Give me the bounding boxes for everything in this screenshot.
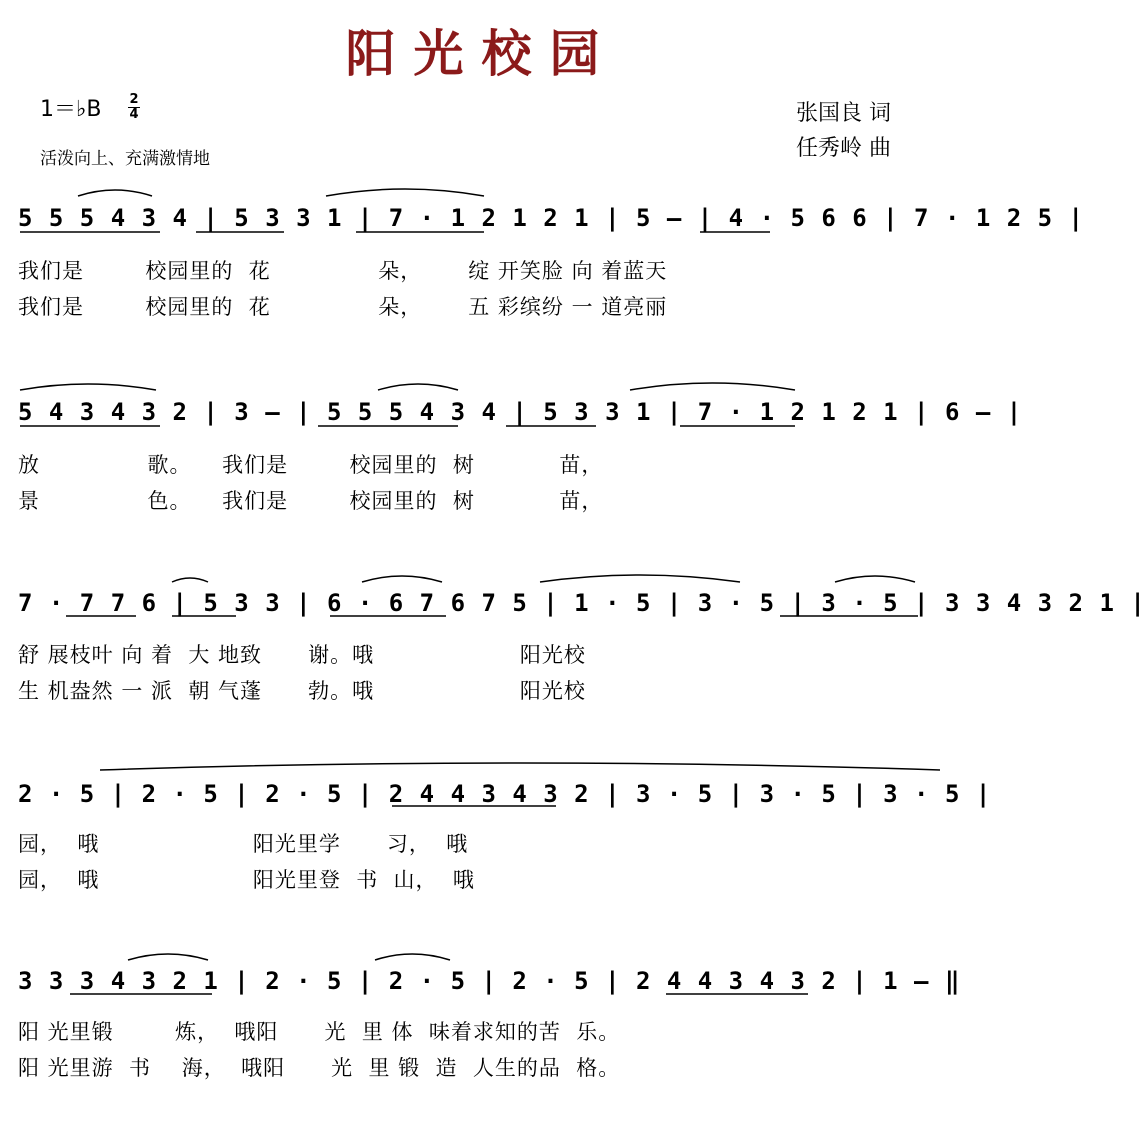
slur-mark <box>362 576 442 582</box>
tempo-marking: 活泼向上、充满激情地 <box>40 149 210 169</box>
notation-row-3: 7 · 7 7 6 | 5 3 3 | 6 · 6 7 6 7 5 | 1 · 5 | 3 · 5 | 3 · 5 | 3 3 4 3 2 1 | <box>18 589 1146 617</box>
lyric-row-3-verse-2: 生 机盎然 一 派 朝 气蓬 勃。哦 阳光校 <box>18 679 586 703</box>
lyric-row-2-verse-1: 放 歌。 我们是 校园里的 树 苗， <box>18 453 604 477</box>
slur-mark <box>835 576 915 582</box>
lyric-row-4-verse-2: 园， 哦 阳光里登 书 山， 哦 <box>18 868 475 892</box>
lyric-row-3-verse-1: 舒 展枝叶 向 着 大 地致 谢。哦 阳光校 <box>18 643 586 667</box>
song-title: 阳光校园 <box>345 24 618 83</box>
slur-mark <box>375 954 450 960</box>
slur-mark <box>78 190 152 196</box>
lyric-row-5-verse-2: 阳 光里游 书 海， 哦阳 光 里 锻 造 人生的品 格。 <box>18 1056 621 1080</box>
lyric-row-1-verse-2: 我们是 校园里的 花 朵， 五 彩缤纷 一 道亮丽 <box>18 295 668 319</box>
slur-mark <box>540 575 740 582</box>
lyric-row-5-verse-1: 阳 光里锻 炼， 哦阳 光 里 体 味着求知的苦 乐。 <box>18 1020 621 1044</box>
slur-mark <box>100 763 940 770</box>
notation-row-5: 3 3 3 4 3 2 1 | 2 · 5 | 2 · 5 | 2 · 5 | 2 4 4 3 4 3 2 | 1 — ‖ <box>18 967 961 995</box>
lyric-row-2-verse-2: 景 色。 我们是 校园里的 树 苗， <box>18 489 604 513</box>
lyric-row-4-verse-1: 园， 哦 阳光里学 习， 哦 <box>18 832 469 856</box>
slur-mark <box>128 954 208 960</box>
slur-mark <box>20 384 156 390</box>
notation-row-1: 5 5 5 4 3 4 | 5 3 3 1 | 7 · 1 2 1 2 1 | 5 — | 4 · 5 6 6 | 7 · 1 2 5 | <box>18 204 1084 232</box>
lyric-row-1-verse-1: 我们是 校园里的 花 朵， 绽 开笑脸 向 着蓝天 <box>18 259 668 283</box>
composer-credit: 任秀岭 曲 <box>796 136 891 161</box>
slur-mark <box>326 189 484 196</box>
key-signature: 1＝♭B <box>40 97 102 122</box>
notation-row-4: 2 · 5 | 2 · 5 | 2 · 5 | 2 4 4 3 4 3 2 | 3 · 5 | 3 · 5 | 3 · 5 | <box>18 780 992 808</box>
notation-row-2: 5 4 3 4 3 2 | 3 — | 5 5 5 4 3 4 | 5 3 3 1 | 7 · 1 2 1 2 1 | 6 — | <box>18 398 1023 426</box>
time-numerator: 2 <box>129 92 139 107</box>
lyricist-credit: 张国良 词 <box>796 101 891 126</box>
slur-mark <box>630 383 795 390</box>
time-denominator: 4 <box>129 107 139 122</box>
slur-mark <box>172 578 208 582</box>
slur-mark <box>378 384 458 390</box>
